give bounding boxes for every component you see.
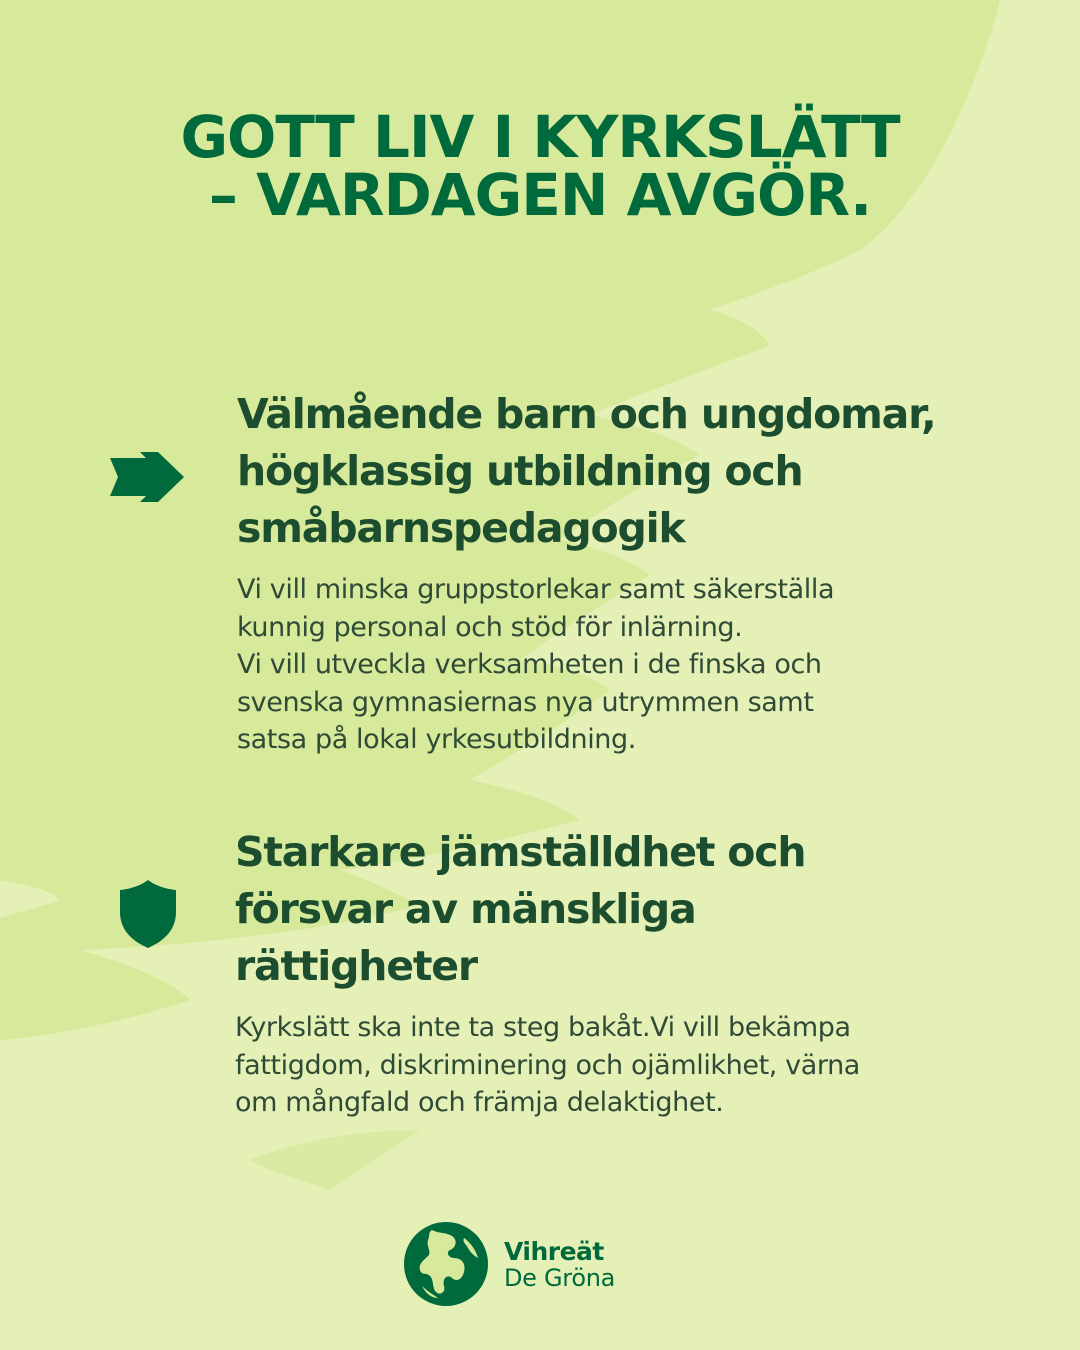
body-line: Vi vill utveckla verksamheten i de finska och [237,649,822,680]
heading-line: Välmående barn och ungdomar, [237,390,936,438]
arrow-right-icon [110,452,186,506]
logo-name-swedish: De Gröna [504,1263,616,1292]
section-heading [235,824,860,995]
body-line: Kyrkslätt ska inte ta steg bakåt.Vi vill bekämpa [235,1012,851,1043]
globe-logo-icon [402,1220,490,1308]
body-line: fattigdom, diskriminering och ojämlikhet, värna [235,1049,860,1081]
section-body [237,571,935,759]
heading-line: försvar av mänskliga [235,885,696,933]
body-line: om mångfald och främja delaktighet. [235,1087,724,1118]
body-line: Vi vill minska gruppstorlekar samt säkerställa [237,574,835,605]
title-line-2: – VARDAGEN AVGÖR. [208,161,872,229]
heading-line: högklassig utbildning och [237,447,803,495]
heading-line: småbarnspedagogik [237,504,685,552]
heading-line: rättigheter [235,942,477,990]
title-line-1: GOTT LIV I KYRKSLÄTT [180,103,900,171]
body-line: svenska gymnasiernas nya utrymmen samt [237,686,814,718]
body-line: kunnig personal och stöd för inlärning. [237,611,743,643]
section-body [235,1009,860,1122]
page-title [0,103,1080,229]
party-logo [402,1220,615,1308]
section-education [237,386,935,759]
logo-name-finnish: Vihreät [504,1236,604,1266]
shield-icon [120,880,176,952]
heading-line: Starkare jämställdhet och [235,828,806,876]
section-heading [237,386,935,557]
body-line: satsa på lokal yrkesutbildning. [237,724,636,755]
section-equality [235,824,860,1122]
